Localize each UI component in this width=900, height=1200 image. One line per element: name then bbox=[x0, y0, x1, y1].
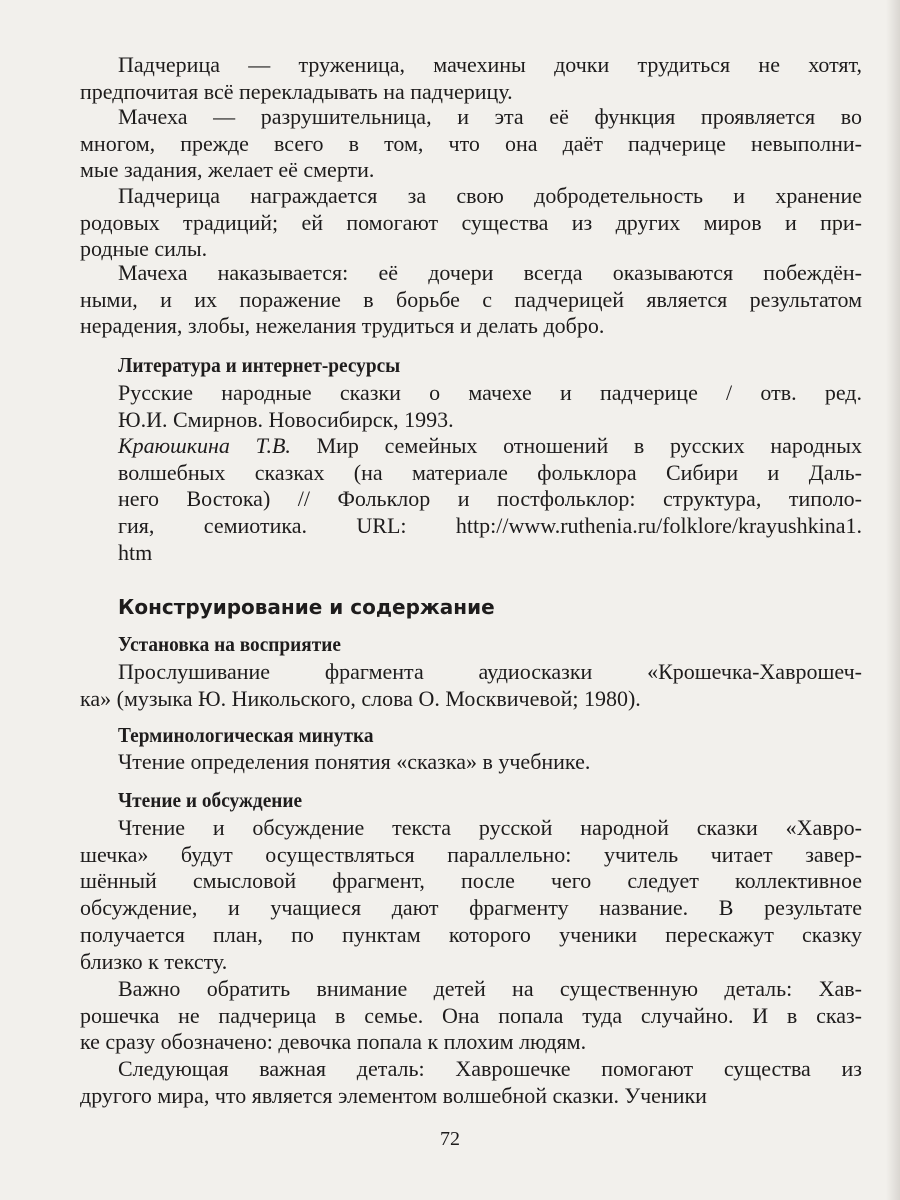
text-line bbox=[80, 815, 862, 842]
heading bbox=[118, 352, 862, 379]
text-line bbox=[118, 460, 862, 487]
paragraph bbox=[80, 52, 862, 105]
line-text: гия, семиотика. URL: http://www.ruthenia.ru/folklore/krayushkina1. bbox=[118, 513, 862, 539]
line-text: родовых традиций; ей помогают существа из других миров и при- bbox=[80, 209, 862, 235]
line-text: Прослушивание фрагмента аудиосказки «Крошечка-Хаврошеч- bbox=[118, 659, 862, 684]
line-text: нерадения, злобы, нежелания трудиться и делать добро. bbox=[80, 313, 605, 339]
text-line bbox=[80, 287, 862, 314]
text-line bbox=[118, 722, 802, 749]
line-text: Литература и интернет-ресурсы bbox=[118, 353, 401, 377]
line-text: htm bbox=[118, 539, 153, 565]
text-line bbox=[80, 79, 862, 106]
line-text: шечка» будут осуществляться параллельно: учитель читает завер- bbox=[80, 841, 862, 867]
text-line bbox=[80, 104, 862, 131]
heading bbox=[118, 594, 862, 621]
text-line bbox=[80, 157, 862, 184]
line-text: ными, и их поражение в борьбе с падчерицей является результатом bbox=[80, 286, 862, 312]
text-line bbox=[80, 260, 862, 287]
line-text: Важно обратить внимание детей на существенную деталь: Хав- bbox=[118, 976, 862, 1001]
line-text: Падчерица награждается за свою добродетельность и хранение bbox=[118, 183, 862, 208]
text-line bbox=[118, 407, 862, 434]
text-line bbox=[118, 352, 802, 379]
text-line bbox=[80, 1003, 862, 1030]
paragraph bbox=[118, 433, 862, 567]
text-line bbox=[80, 131, 862, 158]
line-text: многом, прежде всего в том, что она даёт падчерице невыполни- bbox=[80, 130, 862, 156]
line-text: Установка на восприятие bbox=[118, 632, 341, 656]
line-text: предпочитая всё перекладывать на падчерицу. bbox=[80, 78, 513, 104]
text-line bbox=[80, 1056, 862, 1083]
line-text: близко к тексту. bbox=[80, 948, 228, 974]
author-name: Краюшкина Т.В. bbox=[118, 433, 291, 458]
line-text: Падчерица — труженица, мачехины дочки трудиться не хотят, bbox=[118, 52, 862, 77]
line-text: шённый смысловой фрагмент, после чего следует коллективное bbox=[80, 868, 862, 894]
text-line bbox=[80, 949, 862, 976]
line-text: другого мира, что является элементом волшебной сказки. Ученики bbox=[80, 1082, 707, 1108]
text-line bbox=[80, 895, 862, 922]
line-text: получается план, по пунктам которого ученики перескажут сказку bbox=[80, 921, 862, 947]
line-text: него Востока) // Фольклор и постфольклор: структура, типоло- bbox=[118, 486, 862, 512]
text-line bbox=[118, 749, 862, 776]
text-line bbox=[80, 976, 862, 1003]
line-text: Конструирование и содержание bbox=[118, 595, 495, 619]
line-text: Мир семейных отношений в русских народных bbox=[290, 433, 862, 458]
line-text: Мачеха наказывается: её дочери всегда оказываются побеждён- bbox=[118, 260, 862, 285]
heading bbox=[118, 722, 862, 749]
text-line bbox=[80, 1029, 862, 1056]
paragraph bbox=[80, 815, 862, 975]
line-text: рошечка не падчерица в семье. Она попала туда случайно. И в сказ- bbox=[80, 1002, 862, 1028]
heading bbox=[118, 631, 862, 658]
text-line bbox=[118, 380, 862, 407]
text-line bbox=[80, 842, 862, 869]
paragraph bbox=[118, 380, 862, 433]
page-edge-shadow bbox=[886, 0, 900, 1200]
line-text: Мачеха — разрушительница, и эта её функция проявляется во bbox=[118, 104, 862, 129]
text-line bbox=[80, 210, 862, 237]
text-line bbox=[118, 433, 862, 460]
text-line bbox=[80, 313, 862, 340]
line-text: обсуждение, и учащиеся дают фрагменту название. В результате bbox=[80, 895, 862, 921]
text-line bbox=[80, 868, 862, 895]
paragraph bbox=[80, 1056, 862, 1109]
text-line bbox=[80, 922, 862, 949]
line-text: волшебных сказках (на материале фольклора Сибири и Даль- bbox=[118, 459, 862, 485]
text-line bbox=[118, 486, 862, 513]
line-text: ка» (музыка Ю. Никольского, слова О. Москвичевой; 1980). bbox=[80, 685, 641, 711]
text-line bbox=[118, 540, 862, 567]
text-line bbox=[118, 594, 862, 621]
heading bbox=[118, 787, 862, 814]
paragraph bbox=[80, 976, 862, 1056]
line-text: Терминологическая минутка bbox=[118, 723, 374, 747]
line-text: мые задания, желает её смерти. bbox=[80, 157, 375, 183]
line-text: родные силы. bbox=[80, 236, 208, 262]
text-line bbox=[80, 686, 862, 713]
line-text: ке сразу обозначено: девочка попала к плохим людям. bbox=[80, 1029, 587, 1055]
text-line bbox=[118, 631, 802, 658]
paragraph bbox=[80, 183, 862, 263]
text-line bbox=[80, 659, 862, 686]
paragraph bbox=[80, 104, 862, 184]
text-line bbox=[80, 183, 862, 210]
text-line bbox=[118, 513, 862, 540]
text-line bbox=[118, 787, 802, 814]
text-line bbox=[80, 52, 862, 79]
page-number: 72 bbox=[440, 1128, 460, 1150]
line-text: Чтение и обсуждение bbox=[118, 788, 303, 812]
text-line bbox=[80, 1083, 862, 1110]
line-text: Русские народные сказки о мачехе и падчерице / отв. ред. bbox=[118, 380, 862, 405]
line-text: Следующая важная деталь: Хаврошечке помогают существа из bbox=[118, 1056, 862, 1081]
paragraph bbox=[80, 659, 862, 712]
paragraph bbox=[80, 260, 862, 340]
line-text: Чтение определения понятия «сказка» в учебнике. bbox=[118, 749, 591, 774]
paragraph bbox=[118, 749, 862, 776]
line-text: Ю.И. Смирнов. Новосибирск, 1993. bbox=[118, 406, 454, 432]
line-text: Чтение и обсуждение текста русской народной сказки «Хавро- bbox=[118, 815, 862, 840]
